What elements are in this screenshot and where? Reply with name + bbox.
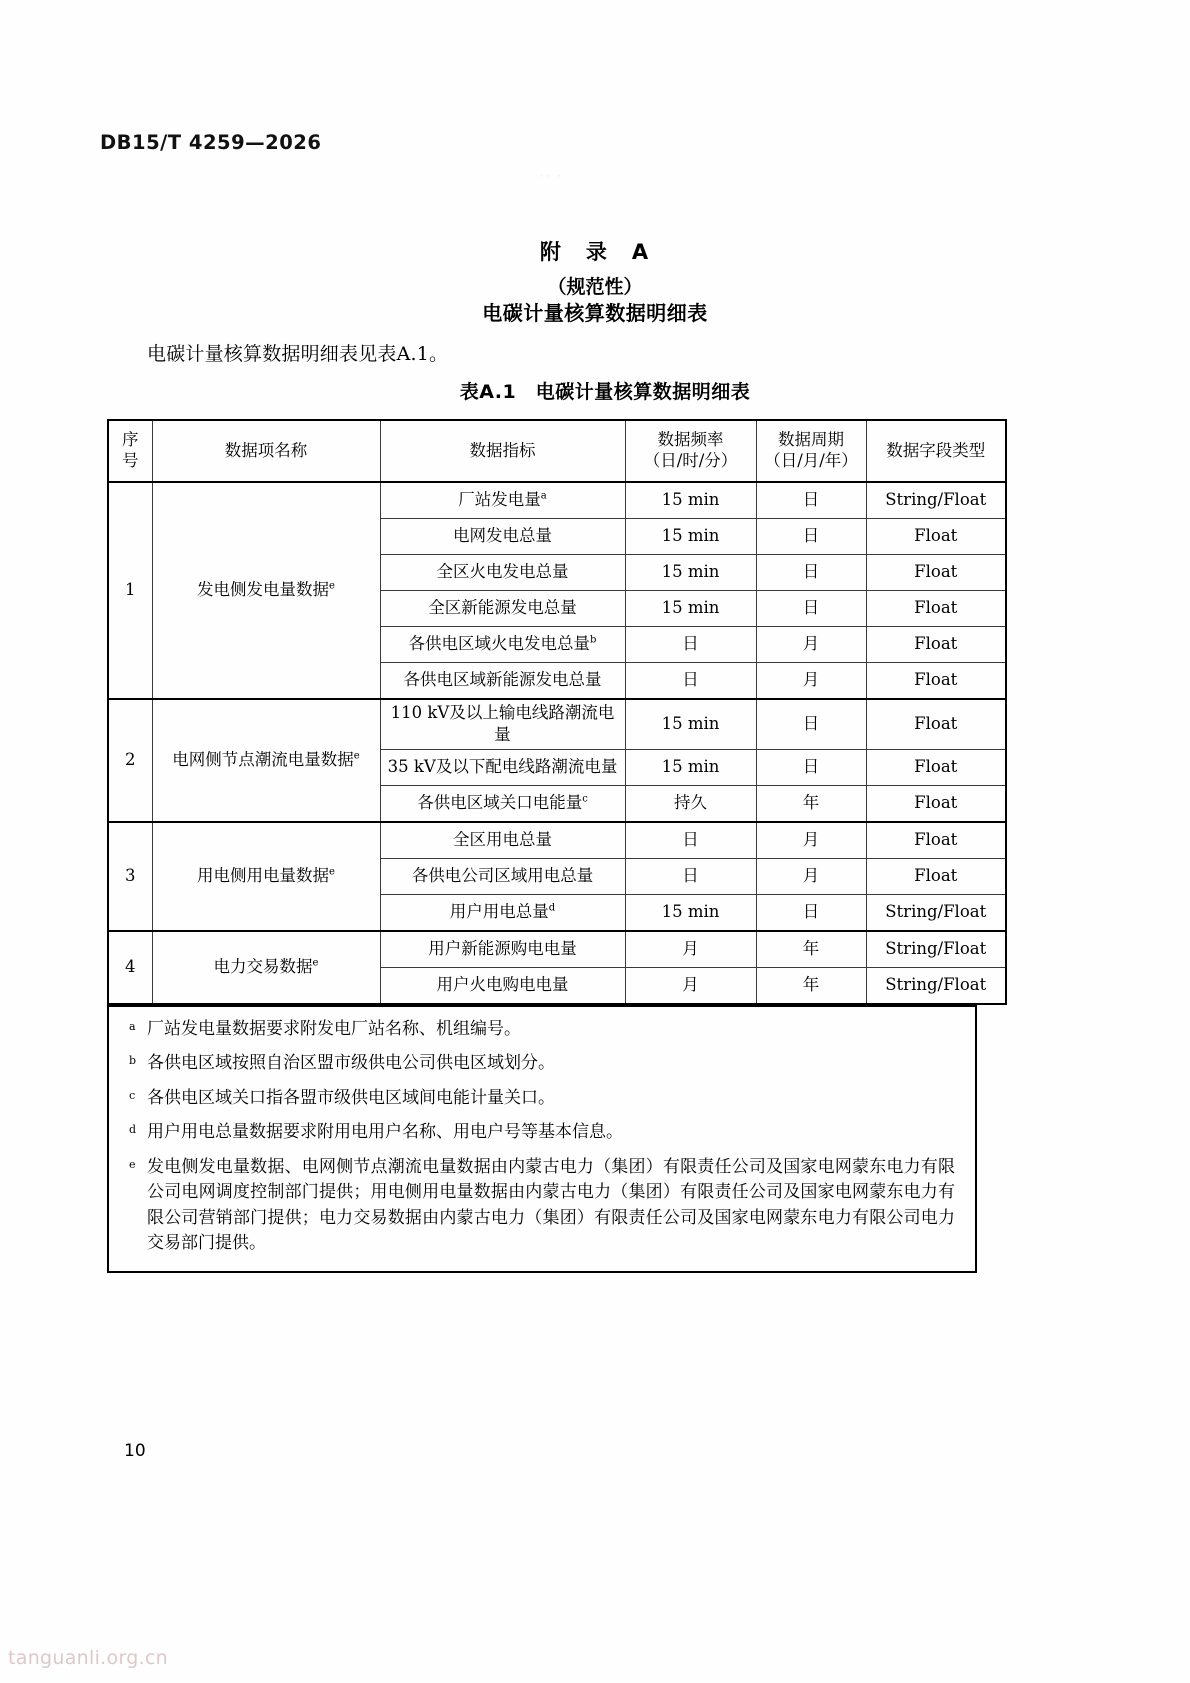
footnote-text: 各供电区域关口指各盟市级供电区域间电能计量关口。: [147, 1087, 555, 1108]
cell-data-index: 电网发电总量: [380, 519, 625, 555]
column-header-frequency-line1: 数据频率: [657, 430, 724, 450]
cell-data-frequency: 15 min: [625, 591, 756, 627]
footnote-marker: d: [548, 902, 556, 914]
cell-data-cycle: 日: [756, 555, 866, 591]
cell-data-cycle: 年: [756, 967, 866, 1004]
footnote-marker: e: [329, 580, 335, 592]
table-row: [108, 482, 1006, 519]
cell-data-frequency: 15 min: [625, 555, 756, 591]
cell-data-cycle: 日: [756, 482, 866, 519]
column-header-data-frequency: [625, 420, 756, 482]
cell-data-frequency: 月: [625, 931, 756, 968]
watermark: tanguanli.org.cn: [8, 1647, 169, 1669]
cell-data-frequency: 月: [625, 967, 756, 1004]
cell-field-type: String/Float: [866, 894, 1006, 931]
cell-data-frequency: 15 min: [625, 482, 756, 519]
cell-item-name: 发电侧发电量数据$^e$: [152, 482, 380, 699]
cell-field-type: Float: [866, 519, 1006, 555]
cell-field-type: Float: [866, 627, 1006, 663]
cell-data-cycle: 日: [756, 591, 866, 627]
footnote-item: [129, 1120, 955, 1146]
table-container: [107, 419, 987, 1273]
footnote-marker: e: [353, 750, 360, 762]
cell-data-cycle: 日: [756, 519, 866, 555]
column-header-item-name: 数据项名称: [152, 420, 380, 482]
cell-sequence-number: 3: [108, 822, 152, 931]
cell-field-type: Float: [866, 785, 1006, 822]
cell-field-type: String/Float: [866, 967, 1006, 1004]
footnote-item: [129, 1051, 955, 1077]
cell-data-cycle: 月: [756, 663, 866, 700]
column-header-sequence: [108, 420, 152, 482]
table-row: [108, 931, 1006, 968]
footnote-marker: c: [582, 793, 588, 805]
cell-data-cycle: 年: [756, 931, 866, 968]
cell-field-type: Float: [866, 555, 1006, 591]
cell-field-type: String/Float: [866, 482, 1006, 519]
cell-data-index: 各供电区域火电发电总量$^b$: [380, 627, 625, 663]
footnote-marker: d: [129, 1123, 137, 1137]
table-caption: 表A.1 电碳计量核算数据明细表: [459, 381, 751, 403]
cell-data-index: 用户用电总量$^d$: [380, 894, 625, 931]
cell-data-index: 厂站发电量$^a$: [380, 482, 625, 519]
column-header-frequency-line2: （日/时/分）: [643, 451, 738, 470]
footnote-marker: e: [329, 866, 335, 878]
column-header-data-index: 数据指标: [380, 420, 625, 482]
cell-data-frequency: 日: [625, 858, 756, 894]
cell-data-index: 各供电区域新能源发电总量: [380, 663, 625, 700]
footnote-item: [129, 1017, 955, 1043]
column-header-sequence-line1: 序: [122, 430, 139, 450]
cell-data-frequency: 日: [625, 663, 756, 700]
cell-field-type: Float: [866, 858, 1006, 894]
annex-subject-title: 电碳计量核算数据明细表: [482, 301, 708, 325]
footnote-text: 用户用电总量数据要求附用电用户名称、用电户号等基本信息。: [147, 1122, 623, 1143]
cell-item-name: 电网侧节点潮流电量数据$^e$: [152, 699, 380, 822]
cell-data-index: 各供电公司区域用电总量: [380, 858, 625, 894]
table-body: [108, 482, 1006, 1004]
cell-item-name: 电力交易数据$^e$: [152, 931, 380, 1004]
footnote-text: 各供电区域按照自治区盟市级供电公司供电区域划分。: [147, 1053, 555, 1074]
annex-title: 附 录 A: [539, 240, 651, 264]
cell-data-frequency: 15 min: [625, 749, 756, 785]
cell-field-type: Float: [866, 822, 1006, 859]
table-row: [108, 822, 1006, 859]
column-header-cycle-line1: 数据周期: [778, 430, 844, 450]
cell-data-frequency: 日: [625, 822, 756, 859]
intro-paragraph: 电碳计量核算数据明细表见表A.1。: [147, 343, 449, 365]
cell-sequence-number: 2: [108, 699, 152, 822]
cell-data-index: 各供电区域关口电能量$^c$: [380, 785, 625, 822]
footnote-marker: e: [312, 957, 319, 969]
cell-field-type: Float: [866, 663, 1006, 700]
column-header-cycle-line2: （日/月/年）: [764, 451, 858, 470]
cell-data-cycle: 月: [756, 858, 866, 894]
footnote-item: [129, 1086, 955, 1112]
footnote-marker: b: [590, 634, 597, 646]
column-header-data-cycle: [756, 420, 866, 482]
cell-data-cycle: 年: [756, 785, 866, 822]
footnote-marker: b: [129, 1054, 137, 1068]
cell-field-type: Float: [866, 749, 1006, 785]
cell-item-name: 用电侧用电量数据$^e$: [152, 822, 380, 931]
footnote-marker: a: [129, 1019, 136, 1033]
cell-data-cycle: 日: [756, 894, 866, 931]
header-dot-ornament: ·· ·: [540, 172, 564, 182]
column-header-sequence-line2: 号: [122, 451, 139, 470]
page-number: 10: [124, 1441, 146, 1461]
running-header-standard-number: DB15/T 4259—2026: [100, 131, 322, 154]
cell-data-cycle: 月: [756, 822, 866, 859]
cell-data-index: 全区用电总量: [380, 822, 625, 859]
data-detail-table: [107, 419, 1007, 1005]
cell-data-cycle: 月: [756, 627, 866, 663]
annex-normative-label: （规范性）: [547, 276, 643, 298]
cell-sequence-number: 1: [108, 482, 152, 699]
cell-data-frequency: 15 min: [625, 894, 756, 931]
footnote-item: [129, 1155, 955, 1257]
cell-data-frequency: 15 min: [625, 519, 756, 555]
table-footnotes: [107, 1005, 977, 1273]
cell-sequence-number: 4: [108, 931, 152, 1004]
cell-field-type: Float: [866, 591, 1006, 627]
cell-field-type: Float: [866, 699, 1006, 749]
footnote-marker: e: [129, 1157, 136, 1171]
footnote-text: 发电侧发电量数据、电网侧节点潮流电量数据由内蒙古电力（集团）有限责任公司及国家电网蒙东电力有限公司电网调度控制部门提供；用电侧用电量数据由内蒙古电力（集团）有限责任公司及国家电网蒙东电力有限公司营销部门提供；电力交易数据由内蒙古电力（集团）有限责任公司及国家电网蒙东电力有限公司电力交易部门提供。: [147, 1156, 955, 1254]
cell-data-index: 35 kV及以下配电线路潮流电量: [380, 749, 625, 785]
cell-data-index: 全区火电发电总量: [380, 555, 625, 591]
cell-data-index: 用户火电购电电量: [380, 967, 625, 1004]
footnote-text: 厂站发电量数据要求附发电厂站名称、机组编号。: [147, 1018, 521, 1039]
cell-data-index: 全区新能源发电总量: [380, 591, 625, 627]
cell-data-frequency: 15 min: [625, 699, 756, 749]
cell-data-cycle: 日: [756, 749, 866, 785]
cell-data-index: 用户新能源购电电量: [380, 931, 625, 968]
footnote-marker: c: [129, 1088, 136, 1102]
cell-data-index: 110 kV及以上输电线路潮流电量: [380, 699, 625, 749]
footnote-marker: a: [540, 490, 547, 502]
cell-data-frequency: 持久: [625, 785, 756, 822]
cell-data-cycle: 日: [756, 699, 866, 749]
cell-field-type: String/Float: [866, 931, 1006, 968]
column-header-field-type: 数据字段类型: [866, 420, 1006, 482]
cell-data-frequency: 日: [625, 627, 756, 663]
table-header: [108, 420, 1006, 482]
table-row: [108, 699, 1006, 749]
